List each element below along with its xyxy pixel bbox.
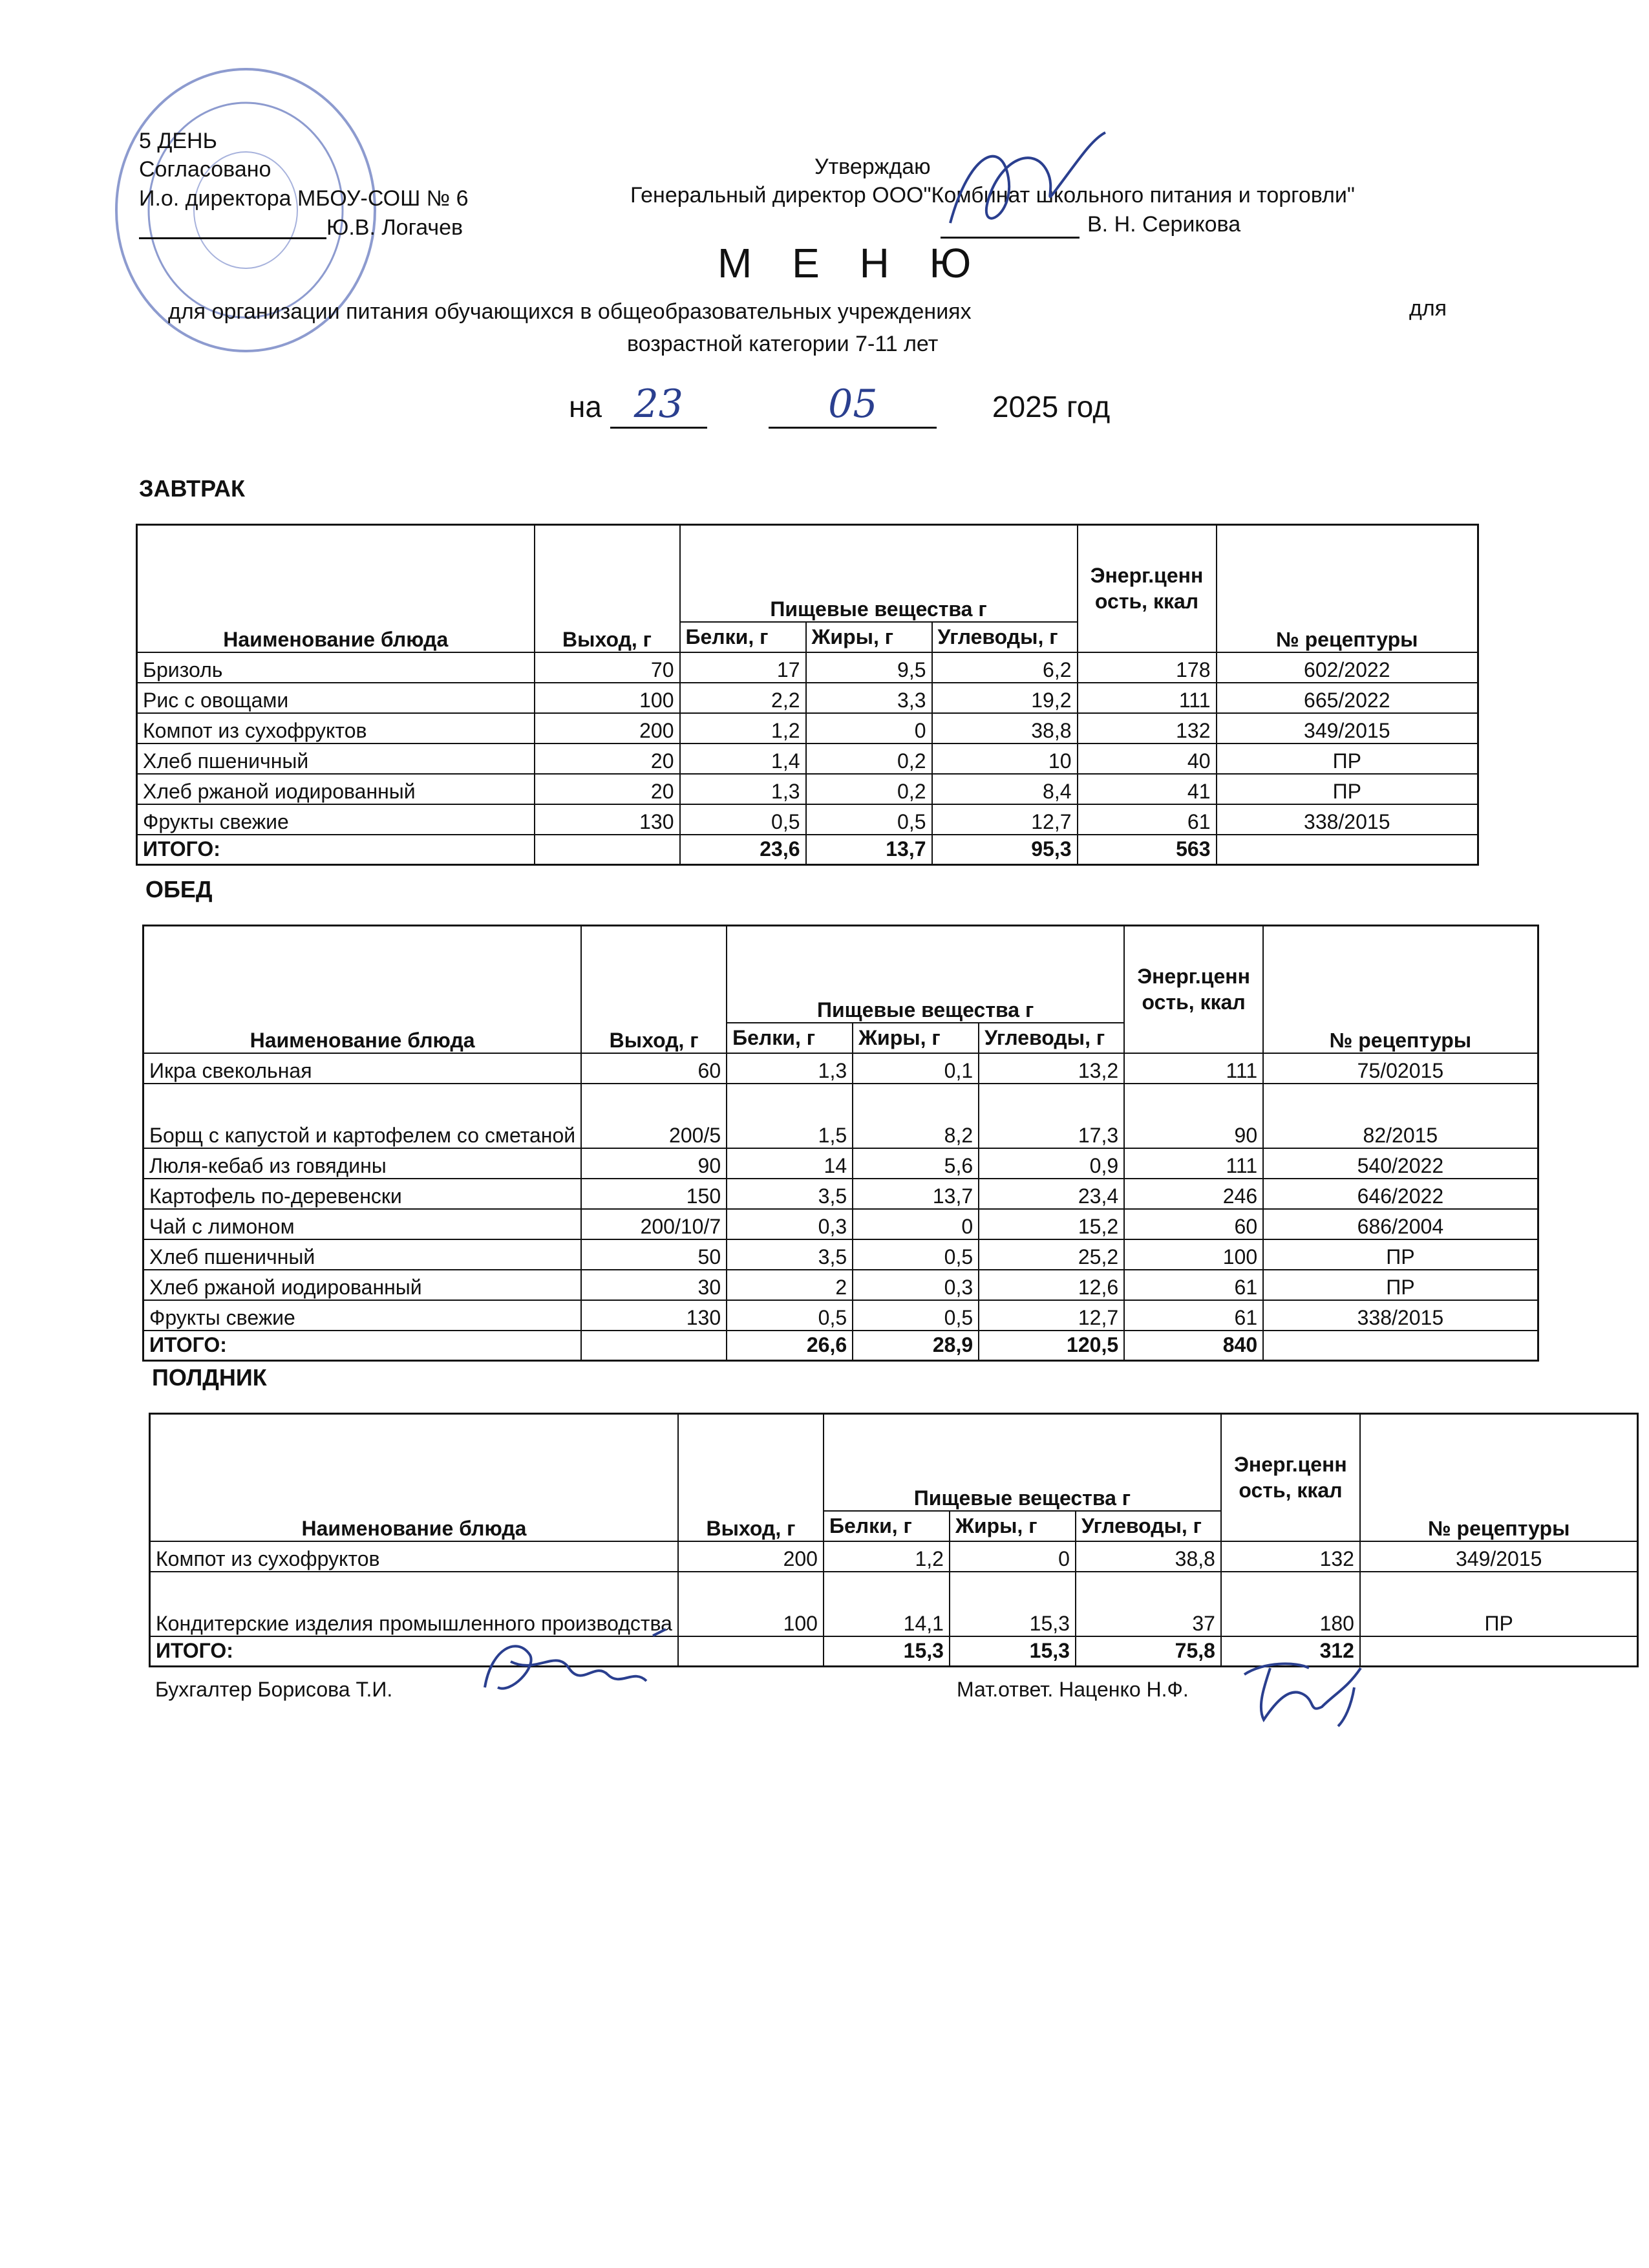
cell-carbs: 38,8 bbox=[1076, 1541, 1221, 1572]
cell-recipe: 82/2015 bbox=[1263, 1084, 1538, 1148]
dish-name: Хлеб ржаной иодированный bbox=[137, 774, 535, 804]
column-header-yield: Выход, г bbox=[535, 525, 680, 652]
cell-fat: 0 bbox=[853, 1209, 979, 1239]
dish-name: Люля-кебаб из говядины bbox=[144, 1148, 582, 1179]
cell-fat: 0,5 bbox=[853, 1300, 979, 1331]
column-header-protein: Белки, г bbox=[824, 1511, 950, 1541]
cell-energy: 100 bbox=[1124, 1239, 1263, 1270]
table-row bbox=[150, 1541, 1638, 1572]
cell-fat: 8,2 bbox=[853, 1084, 979, 1148]
dish-name: Кондитерские изделия промышленного производства bbox=[150, 1572, 678, 1636]
total-energy: 840 bbox=[1124, 1331, 1263, 1361]
cell-yield: 90 bbox=[581, 1148, 727, 1179]
cell-recipe: 75/02015 bbox=[1263, 1053, 1538, 1084]
cell-fat: 0,5 bbox=[853, 1239, 979, 1270]
cell-carbs: 8,4 bbox=[932, 774, 1078, 804]
cell-recipe: 349/2015 bbox=[1217, 713, 1478, 744]
cell-carbs: 38,8 bbox=[932, 713, 1078, 744]
cell-yield: 100 bbox=[535, 683, 680, 713]
cell-protein: 0,5 bbox=[680, 804, 806, 835]
cell-energy: 180 bbox=[1221, 1572, 1360, 1636]
cell-fat: 9,5 bbox=[806, 652, 932, 683]
table-row bbox=[144, 1239, 1538, 1270]
cell-carbs: 6,2 bbox=[932, 652, 1078, 683]
cell-recipe: 349/2015 bbox=[1360, 1541, 1638, 1572]
cell-recipe: ПР bbox=[1217, 774, 1478, 804]
total-carbs: 75,8 bbox=[1076, 1636, 1221, 1667]
total-label: ИТОГО: bbox=[150, 1636, 678, 1667]
cell-recipe: ПР bbox=[1360, 1572, 1638, 1636]
column-header-recipe: № рецептуры bbox=[1360, 1414, 1638, 1541]
cell-carbs: 23,4 bbox=[979, 1179, 1124, 1209]
accountant-signature bbox=[472, 1623, 672, 1713]
cell-fat: 0,2 bbox=[806, 744, 932, 774]
approve-name: В. Н. Серикова bbox=[1087, 212, 1241, 237]
cell-yield: 70 bbox=[535, 652, 680, 683]
cell-protein: 0,5 bbox=[727, 1300, 853, 1331]
cell-carbs: 12,7 bbox=[932, 804, 1078, 835]
cell-energy: 61 bbox=[1124, 1300, 1263, 1331]
cell-fat: 13,7 bbox=[853, 1179, 979, 1209]
column-header-recipe: № рецептуры bbox=[1263, 926, 1538, 1053]
table-row bbox=[144, 1300, 1538, 1331]
cell-energy: 132 bbox=[1221, 1541, 1360, 1572]
table-row bbox=[144, 1084, 1538, 1148]
cell-yield: 200/10/7 bbox=[581, 1209, 727, 1239]
column-header-name: Наименование блюда bbox=[144, 926, 582, 1053]
dish-name: Хлеб ржаной иодированный bbox=[144, 1270, 582, 1300]
total-recipe-empty bbox=[1263, 1331, 1538, 1361]
cell-fat: 5,6 bbox=[853, 1148, 979, 1179]
cell-energy: 132 bbox=[1078, 713, 1217, 744]
table-row bbox=[137, 774, 1478, 804]
cell-yield: 150 bbox=[581, 1179, 727, 1209]
total-recipe-empty bbox=[1217, 835, 1478, 865]
cell-yield: 20 bbox=[535, 744, 680, 774]
column-header-recipe: № рецептуры bbox=[1217, 525, 1478, 652]
cell-fat: 0 bbox=[950, 1541, 1076, 1572]
column-header-energy: Энерг.ценн ость, ккал bbox=[1221, 1414, 1360, 1541]
dish-name: Компот из сухофруктов bbox=[137, 713, 535, 744]
cell-protein: 14,1 bbox=[824, 1572, 950, 1636]
column-header-energy: Энерг.ценн ость, ккал bbox=[1124, 926, 1263, 1053]
date-line bbox=[569, 381, 1110, 429]
column-header-nutrients: Пищевые вещества г bbox=[680, 525, 1078, 622]
cell-yield: 130 bbox=[535, 804, 680, 835]
section-label: ОБЕД bbox=[145, 876, 213, 903]
cell-fat: 0 bbox=[806, 713, 932, 744]
cell-fat: 0,1 bbox=[853, 1053, 979, 1084]
total-carbs: 120,5 bbox=[979, 1331, 1124, 1361]
cell-fat: 15,3 bbox=[950, 1572, 1076, 1636]
column-header-name: Наименование блюда bbox=[137, 525, 535, 652]
cell-protein: 14 bbox=[727, 1148, 853, 1179]
column-header-carbs: Углеводы, г bbox=[979, 1023, 1124, 1053]
total-row bbox=[150, 1636, 1638, 1667]
agreed-name: Ю.В. Логачев bbox=[326, 215, 463, 240]
table-row bbox=[137, 713, 1478, 744]
director-signature bbox=[931, 126, 1118, 255]
cell-fat: 0,3 bbox=[853, 1270, 979, 1300]
column-header-fat: Жиры, г bbox=[950, 1511, 1076, 1541]
total-recipe-empty bbox=[1360, 1636, 1638, 1667]
cell-carbs: 13,2 bbox=[979, 1053, 1124, 1084]
cell-recipe: 602/2022 bbox=[1217, 652, 1478, 683]
table-row bbox=[144, 1270, 1538, 1300]
table-row bbox=[137, 683, 1478, 713]
cell-recipe: 665/2022 bbox=[1217, 683, 1478, 713]
cell-energy: 40 bbox=[1078, 744, 1217, 774]
column-header-carbs: Углеводы, г bbox=[1076, 1511, 1221, 1541]
cell-energy: 61 bbox=[1078, 804, 1217, 835]
total-yield-empty bbox=[581, 1331, 727, 1361]
total-energy: 312 bbox=[1221, 1636, 1360, 1667]
column-header-protein: Белки, г bbox=[727, 1023, 853, 1053]
cell-protein: 1,2 bbox=[680, 713, 806, 744]
dish-name: Рис с овощами bbox=[137, 683, 535, 713]
cell-energy: 60 bbox=[1124, 1209, 1263, 1239]
dish-name: Хлеб пшеничный bbox=[144, 1239, 582, 1270]
total-protein: 15,3 bbox=[824, 1636, 950, 1667]
table-row bbox=[137, 744, 1478, 774]
cell-recipe: 686/2004 bbox=[1263, 1209, 1538, 1239]
cell-recipe: 338/2015 bbox=[1263, 1300, 1538, 1331]
dish-name: Чай с лимоном bbox=[144, 1209, 582, 1239]
cell-protein: 2 bbox=[727, 1270, 853, 1300]
cell-energy: 41 bbox=[1078, 774, 1217, 804]
total-fat: 28,9 bbox=[853, 1331, 979, 1361]
column-header-yield: Выход, г bbox=[581, 926, 727, 1053]
approve-label: Утверждаю bbox=[814, 155, 931, 179]
cell-protein: 1,4 bbox=[680, 744, 806, 774]
section-label: ПОЛДНИК bbox=[152, 1364, 267, 1391]
cell-energy: 61 bbox=[1124, 1270, 1263, 1300]
page-title: М Е Н Ю bbox=[718, 240, 986, 286]
column-header-fat: Жиры, г bbox=[853, 1023, 979, 1053]
cell-energy: 178 bbox=[1078, 652, 1217, 683]
menu-table bbox=[149, 1413, 1639, 1667]
total-row bbox=[137, 835, 1478, 865]
cell-yield: 20 bbox=[535, 774, 680, 804]
cell-energy: 246 bbox=[1124, 1179, 1263, 1209]
cell-yield: 60 bbox=[581, 1053, 727, 1084]
column-header-energy: Энерг.ценн ость, ккал bbox=[1078, 525, 1217, 652]
cell-recipe: 646/2022 bbox=[1263, 1179, 1538, 1209]
dish-name: Борщ с капустой и картофелем со сметаной bbox=[144, 1084, 582, 1148]
column-header-protein: Белки, г bbox=[680, 622, 806, 652]
cell-carbs: 0,9 bbox=[979, 1148, 1124, 1179]
dish-name: Картофель по-деревенски bbox=[144, 1179, 582, 1209]
total-fat: 15,3 bbox=[950, 1636, 1076, 1667]
menu-table bbox=[142, 925, 1539, 1362]
total-energy: 563 bbox=[1078, 835, 1217, 865]
cell-yield: 200 bbox=[535, 713, 680, 744]
table-row bbox=[144, 1053, 1538, 1084]
cell-protein: 1,3 bbox=[727, 1053, 853, 1084]
menu-table bbox=[136, 524, 1479, 866]
cell-yield: 130 bbox=[581, 1300, 727, 1331]
cell-energy: 111 bbox=[1124, 1148, 1263, 1179]
responsible-signature bbox=[1225, 1649, 1380, 1733]
subtitle-line2: возрастной категории 7-11 лет bbox=[627, 332, 939, 356]
section-label: ЗАВТРАК bbox=[139, 475, 245, 502]
date-prefix: на bbox=[569, 390, 602, 423]
cell-recipe: ПР bbox=[1263, 1270, 1538, 1300]
table-row bbox=[137, 804, 1478, 835]
column-header-yield: Выход, г bbox=[678, 1414, 824, 1541]
cell-recipe: 338/2015 bbox=[1217, 804, 1478, 835]
total-yield-empty bbox=[678, 1636, 824, 1667]
cell-yield: 200/5 bbox=[581, 1084, 727, 1148]
cell-yield: 200 bbox=[678, 1541, 824, 1572]
cell-carbs: 12,7 bbox=[979, 1300, 1124, 1331]
cell-energy: 111 bbox=[1124, 1053, 1263, 1084]
accountant-label: Бухгалтер Борисова Т.И. bbox=[155, 1678, 393, 1701]
column-header-fat: Жиры, г bbox=[806, 622, 932, 652]
cell-carbs: 10 bbox=[932, 744, 1078, 774]
total-carbs: 95,3 bbox=[932, 835, 1078, 865]
dish-name: Икра свекольная bbox=[144, 1053, 582, 1084]
date-day: 23 bbox=[610, 381, 707, 429]
cell-protein: 2,2 bbox=[680, 683, 806, 713]
cell-carbs: 15,2 bbox=[979, 1209, 1124, 1239]
column-header-name: Наименование блюда bbox=[150, 1414, 678, 1541]
dish-name: Фрукты свежие bbox=[144, 1300, 582, 1331]
dish-name: Бризоль bbox=[137, 652, 535, 683]
cell-carbs: 19,2 bbox=[932, 683, 1078, 713]
cell-yield: 50 bbox=[581, 1239, 727, 1270]
subtitle-line1: для организации питания обучающихся в общеобразовательных учреждениях bbox=[168, 299, 972, 324]
total-yield-empty bbox=[535, 835, 680, 865]
cell-protein: 1,3 bbox=[680, 774, 806, 804]
dish-name: Компот из сухофруктов bbox=[150, 1541, 678, 1572]
total-label: ИТОГО: bbox=[137, 835, 535, 865]
cell-recipe: ПР bbox=[1217, 744, 1478, 774]
cell-protein: 3,5 bbox=[727, 1179, 853, 1209]
table-row bbox=[137, 652, 1478, 683]
date-month: 05 bbox=[769, 381, 937, 429]
subtitle-for: для bbox=[1409, 296, 1447, 321]
column-header-nutrients: Пищевые вещества г bbox=[727, 926, 1124, 1023]
table-row bbox=[144, 1179, 1538, 1209]
cell-yield: 100 bbox=[678, 1572, 824, 1636]
cell-recipe: 540/2022 bbox=[1263, 1148, 1538, 1179]
cell-recipe: ПР bbox=[1263, 1239, 1538, 1270]
total-fat: 13,7 bbox=[806, 835, 932, 865]
day-label: 5 ДЕНЬ bbox=[139, 129, 217, 153]
cell-fat: 0,5 bbox=[806, 804, 932, 835]
cell-fat: 0,2 bbox=[806, 774, 932, 804]
cell-fat: 3,3 bbox=[806, 683, 932, 713]
date-year: 2025 год bbox=[992, 390, 1111, 423]
agreed-position: И.о. директора МБОУ-СОШ № 6 bbox=[139, 186, 469, 211]
column-header-nutrients: Пищевые вещества г bbox=[824, 1414, 1221, 1511]
cell-protein: 17 bbox=[680, 652, 806, 683]
table-row bbox=[144, 1209, 1538, 1239]
total-protein: 23,6 bbox=[680, 835, 806, 865]
agreed-signature-line bbox=[139, 237, 326, 239]
total-protein: 26,6 bbox=[727, 1331, 853, 1361]
dish-name: Фрукты свежие bbox=[137, 804, 535, 835]
cell-energy: 111 bbox=[1078, 683, 1217, 713]
cell-protein: 0,3 bbox=[727, 1209, 853, 1239]
cell-protein: 3,5 bbox=[727, 1239, 853, 1270]
cell-carbs: 37 bbox=[1076, 1572, 1221, 1636]
cell-carbs: 17,3 bbox=[979, 1084, 1124, 1148]
table-row bbox=[150, 1572, 1638, 1636]
approve-position: Генеральный директор ООО"Комбинат школьного питания и торговли" bbox=[630, 183, 1355, 208]
total-label: ИТОГО: bbox=[144, 1331, 582, 1361]
table-row bbox=[144, 1148, 1538, 1179]
cell-carbs: 12,6 bbox=[979, 1270, 1124, 1300]
total-row bbox=[144, 1331, 1538, 1361]
responsible-label: Мат.ответ. Наценко Н.Ф. bbox=[957, 1678, 1189, 1701]
cell-carbs: 25,2 bbox=[979, 1239, 1124, 1270]
cell-energy: 90 bbox=[1124, 1084, 1263, 1148]
column-header-carbs: Углеводы, г bbox=[932, 622, 1078, 652]
dish-name: Хлеб пшеничный bbox=[137, 744, 535, 774]
cell-protein: 1,5 bbox=[727, 1084, 853, 1148]
cell-yield: 30 bbox=[581, 1270, 727, 1300]
cell-protein: 1,2 bbox=[824, 1541, 950, 1572]
agreed-label: Согласовано bbox=[139, 157, 271, 182]
